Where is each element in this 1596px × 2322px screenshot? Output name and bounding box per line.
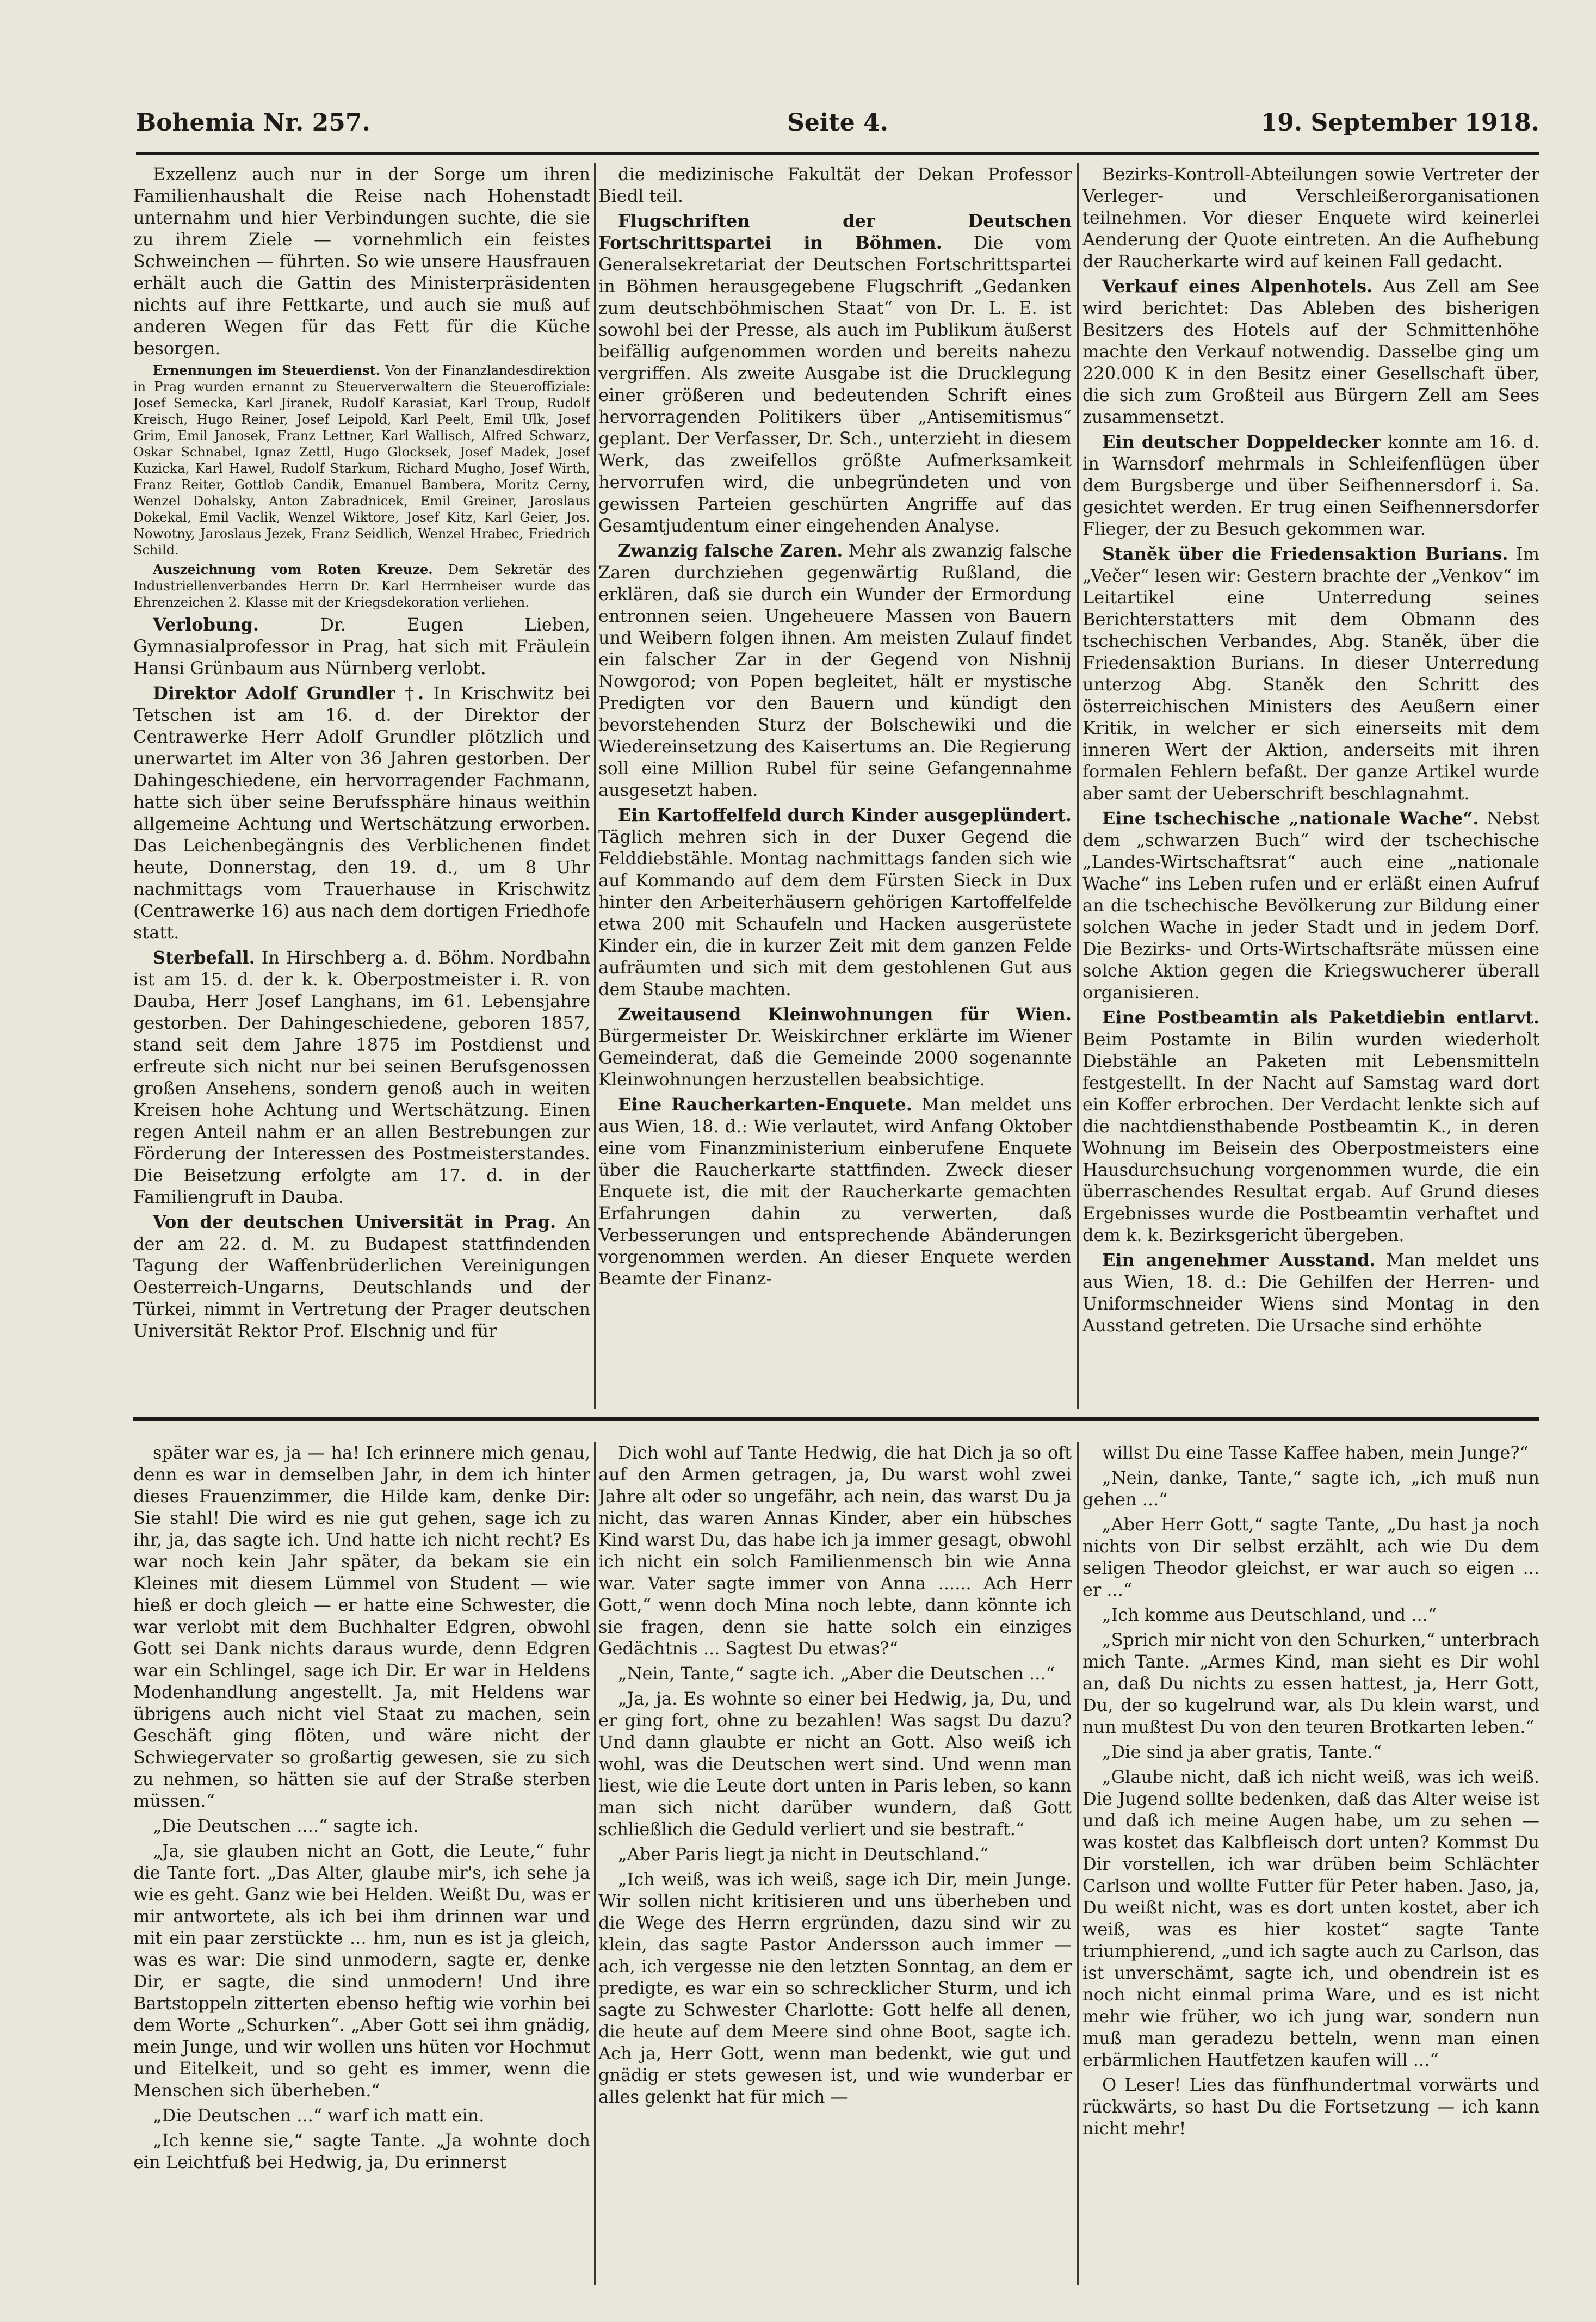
article-paragraph	[598, 540, 1072, 801]
article-headline: Zwanzig falsche Zaren.	[618, 540, 843, 561]
article-text: Exzellenz auch nur in der Sorge um ihren Familienhaushalt die Reise nach Hohenstadt unternahm und hier Verbindungen suchte, die sie zu ihrem Ziele — vornehmlich ein feistes Schweinchen — führten. So wie unsere Hausfrauen erhält auch die Gattin des Ministerpräsidenten nichts auf ihre Fettkarte, und auch sie muß auf anderen Wegen für das Fett für die Küche besorgen.	[133, 164, 590, 359]
column-divider	[1077, 163, 1079, 1409]
feuilleton-column-2	[598, 1442, 1072, 2285]
news-column-2	[598, 163, 1072, 1409]
page-number: Seite 4.	[787, 109, 889, 137]
article-text: Dem Sekretär des Industriellenverbandes Herrn Dr. Karl Herrnheiser wurde das Ehrenzeichen 2. Klasse mit der Kriegsdekoration verliehen.	[133, 562, 590, 610]
article-text: „Ja, sie glauben nicht an Gott, die Leute,“ fuhr die Tante fort. „Das Alter, glaube mir's, ich sehe ja wie es geht. Ganz wie bei Helden. Weißt Du, was er mir antwortete, als ich bei ihm drinnen war und mit ein paar zerstückte ... hm, nun es ist ja gleich, was es war: Die sind unmodern, sagte er, denke Dir, er sagte, die sind unmodern! Und ihre Bartstoppeln zitterten ebenso heftig wie vorhin bei dem Worte „Schurken“. „Aber Gott sei ihm gnädig, mein Junge, und wir wollen uns hüten vor Hochmut und Eitelkeit, und so geht es immer, wenn die Menschen sich überheben.“	[133, 1841, 590, 2101]
article-headline: Ein deutscher Doppeldecker	[1102, 431, 1381, 452]
article-text: später war es, ja — ha! Ich erinnere mich genau, denn es war in demselben Jahr, in dem ich hinter dieses Frauenzimmer, die Hilde kam, denke Dir: Sie stahl! Die wird es nie gut gehen, sage ich zu ihr, ja, das sagte ich. Und hatte ich nicht recht? Es war noch kein Jahr später, da bekam sie ein Kleines mit diesem Lümmel von Student — wie hieß er doch gleich — er hatte eine Schwester, die war verlobt mit dem Buchhalter Edgren, obwohl Gott sei Dank nichts daraus wurde, denn Edgren war ein Schlingel, sage ich Dir. Er war in Heldens Modenhandlung angestellt. Ja, mit Heldens war übrigens auch nicht viel Staat zu machen, sein Geschäft ging flöten, und wäre nicht der Schwiegervater so großartig gewesen, sie zu sich zu nehmen, so hätten sie auf der Straße sterben müssen.“	[133, 1442, 590, 1811]
article-text: Man meldet uns aus Wien, 18. d.: Wie verlautet, wird Anfang Oktober eine vom Finanzministerium einberufene Enquete über die Raucherkarte stattfinden. Zweck dieser Enquete ist, die mit der Raucherkarte gemachten Erfahrungen dahin zu verwerten, daß Verbesserungen und entsprechende Abänderungen vorgenommen werden. An dieser Enquete werden Beamte der Finanz-	[598, 1094, 1072, 1289]
article-text: Dr. Eugen Lieben, Gymnasialprofessor in Prag, hat sich mit Fräulein Hansi Grünbaum aus Nürnberg verlobt.	[133, 614, 590, 678]
article-paragraph	[1082, 2074, 1539, 2139]
article-headline: Auszeichnung vom Roten Kreuze.	[153, 561, 433, 577]
article-paragraph	[1082, 1629, 1539, 1738]
article-paragraph	[1082, 1006, 1539, 1246]
article-paragraph	[1082, 1442, 1539, 1463]
article-text: In Krischwitz bei Tetschen ist am 16. d. der Direktor der Centrawerke Herr Adolf Grundler plötzlich und unerwartet im Alter von 36 Jahren gestorben. Der Dahingeschiedene, ein hervorragender Fachmann, hatte sich über seine Berufssphäre hinaus weithin allgemeine Achtung und Wertschätzung erworben. Das Leichenbegängnis des Verblichenen findet heute, Donnerstag, den 19. d., um 8 Uhr nachmittags vom Trauerhause in Krischwitz (Centrawerke 16) aus nach dem dortigen Friedhofe statt.	[133, 683, 590, 943]
column-divider	[1077, 1442, 1079, 2285]
article-paragraph	[133, 1840, 590, 2101]
feuilleton-column-1	[133, 1442, 590, 2285]
article-paragraph	[598, 1688, 1072, 1840]
article-paragraph	[598, 1663, 1072, 1684]
article-headline: Eine tschechische „nationale Wache“.	[1102, 808, 1479, 829]
article-text: „Ich komme aus Deutschland, und ...“	[1102, 1604, 1437, 1625]
article-paragraph	[133, 682, 590, 943]
article-paragraph	[598, 1003, 1072, 1090]
article-text: „Aber Herr Gott,“ sagte Tante, „Du hast ja noch nichts von Dir selbst erzählt, ach wie Du dem seligen Theodor gleichst, er war auch so eigen ... er ...“	[1082, 1514, 1539, 1600]
article-paragraph	[1082, 1604, 1539, 1626]
article-text: die medizinische Fakultät der Dekan Professor Biedl teil.	[598, 164, 1072, 206]
article-paragraph	[133, 1211, 590, 1342]
article-text: „Ja, ja. Es wohnte so einer bei Hedwig, ja, Du, und er ging fort, ohne zu bezahlen! Was sagst Du dazu? Und dann glaubte er nicht an Gott. Also weiß ich wohl, was die Deutschen wert sind. Und wenn man liest, wie die Leute dort unten in Paris leben, so kann man sich nicht darüber wundern, daß Gott schließlich die Geduld verliert und sie bestraft.“	[598, 1688, 1072, 1839]
article-text: Aus Zell am See wird berichtet: Das Ableben des bisherigen Besitzers des Hotels auf der Schmittenhöhe machte den Verkauf notwendig. Dasselbe ging um 220.000 K in den Besitz einer Gesellschaft über, die sich zum Großteil aus Bürgern Zell am Sees zusammensetzt.	[1082, 276, 1539, 427]
article-headline: Flugschriften der Deutschen Fortschrittspartei in Böhmen.	[598, 211, 1072, 253]
article-paragraph	[598, 210, 1072, 536]
article-paragraph	[133, 1442, 590, 1812]
article-text: „Die sind ja aber gratis, Tante.“	[1102, 1742, 1382, 1762]
article-text: Bezirks-Kontroll-Abteilungen sowie Vertreter der Verleger- und Verschleißerorganisationen teilnehmen. Vor dieser Enquete wird keinerlei Aenderung der Quote eintreten. An die Aufhebung der Raucherkarte wird auf keinen Fall gedacht.	[1082, 164, 1539, 271]
article-headline: Eine Raucherkarten-Enquete.	[618, 1094, 912, 1115]
article-text: An der am 22. d. M. zu Budapest stattfindenden Tagung der Waffenbrüderlichen Vereinigungen Oesterreich-Ungarns, Deutschlands und der Türkei, nimmt in Vertretung der Prager deutschen Universität Rektor Prof. Elschnig und für	[133, 1212, 590, 1341]
article-paragraph	[598, 804, 1072, 1000]
article-text: Im „Večer“ lesen wir: Gestern brachte der „Venkov“ im Leitartikel eine Unterredung seines Berichterstatters mit dem Obmann des tschechischen Verbandes, Abg. Staněk, über die Friedensaktion Burians. In dieser Unterredung unterzog Abg. Staněk den Schritt des österreichischen Ministers des Aeußern einer Kritik, in welcher er sich einerseits mit dem inneren Wert der Aktion, anderseits mit ihren formalen Fehlern befaßt. Der ganze Artikel wurde aber samt der Ueberschrift beschlagnahmt.	[1082, 544, 1539, 804]
article-text: „Die Deutschen ....“ sagte ich.	[153, 1815, 419, 1836]
article-paragraph	[1082, 1766, 1539, 2071]
article-paragraph	[133, 614, 590, 679]
article-paragraph	[133, 561, 590, 610]
article-headline: Ein angenehmer Ausstand.	[1102, 1250, 1376, 1270]
article-text: Man meldet uns aus Wien, 18. d.: Die Gehilfen der Herren- und Uniformschneider Wiens sind Montag in den Ausstand getreten. Die Ursache sind erhöhte	[1082, 1250, 1539, 1336]
article-text: „Ich kenne sie,“ sagte Tante. „Ja wohnte doch ein Leichtfuß bei Hedwig, ja, Du erinnerst	[133, 2130, 590, 2172]
article-paragraph	[133, 2104, 590, 2126]
news-column-1	[133, 163, 590, 1409]
article-headline: Verkauf eines Alpenhotels.	[1102, 276, 1373, 297]
article-text: Dich wohl auf Tante Hedwig, die hat Dich ja so oft auf den Armen getragen, ja, Du warst wohl zwei Jahre alt oder so ungefähr, ach nein, das warst Du ja nicht, das waren Annas Kinder, aber ein hübsches Kind warst Du, das habe ich ja immer gesagt, obwohl ich nicht ein solch Familienmensch bin wie Anna war. Vater sagte immer von Anna ...... Ach Herr Gott,“ wenn doch Mina noch lebte, dann könnte ich sie fragen, denn sie hatte solch ein einziges Gedächtnis ... Sagtest Du etwas?“	[598, 1442, 1072, 1659]
article-headline: Verlobung.	[153, 614, 259, 635]
publication-name: Bohemia Nr. 257.	[136, 109, 370, 137]
news-column-3	[1082, 163, 1539, 1409]
article-headline: Sterbefall.	[153, 947, 255, 968]
article-paragraph	[133, 1815, 590, 1837]
article-text: Nebst dem „schwarzen Buch“ wird der tschechische „Landes-Wirtschaftsrat“ auch eine „nationale Wache“ ins Leben rufen und er erläßt einen Aufruf an die tschechische Bevölkerung zur Bildung einer solchen Wache in jeder Stadt und in jedem Dorf. Die Bezirks- und Orts-Wirtschaftsräte müssen eine solche Aktion gegen die Kriegswucherer überall organisieren.	[1082, 808, 1539, 1003]
article-text: willst Du eine Tasse Kaffee haben, mein Junge?“	[1102, 1442, 1529, 1463]
article-headline: Staněk über die Friedensaktion Burians.	[1102, 544, 1508, 564]
article-paragraph	[133, 2129, 590, 2173]
article-text: Täglich mehren sich in der Duxer Gegend die Felddiebstähle. Montag nachmittags fanden sich wie auf Kommando auf dem dem Fürsten Sieck in Dux hinter den Arbeiterhäusern gehörigen Kartoffelfelde etwa 200 mit Schaufeln und Hacken ausgerüstete Kinder ein, die in kurzer Zeit mit dem ganzen Felde aufräumten und sich mit dem gestohlenen Gut aus dem Staube machten.	[598, 826, 1072, 999]
article-headline: Zweitausend Kleinwohnungen für Wien.	[618, 1004, 1072, 1024]
column-divider	[594, 1442, 596, 2285]
feuilleton-column-3	[1082, 1442, 1539, 2285]
article-paragraph	[1082, 1249, 1539, 1336]
article-headline: Ein Kartoffelfeld durch Kinder ausgeplündert.	[618, 805, 1072, 825]
article-text: In Hirschberg a. d. Böhm. Nordbahn ist am 15. d. der k. k. Oberpostmeister i. R. von Dauba, Herr Josef Langhans, im 61. Lebensjahre gestorben. Der Dahingeschiedene, geboren 1857, stand seit dem Jahre 1875 im Postdienst und erfreute sich nicht nur bei seinen Berufsgenossen großen Ansehens, sondern genoß auch in weiten Kreisen hohe Achtung und Wertschätzung. Einen regen Anteil nahm er an allen Bestrebungen zur Förderung der Interessen des Postmeisterstandes. Die Beisetzung erfolgte am 17. d. in der Familiengruft in Dauba.	[133, 947, 590, 1207]
article-text: Mehr als zwanzig falsche Zaren durchziehen gegenwärtig Rußland, die erklären, daß sie durch ein Wunder der Ermordung entronnen seien. Ungeheuere Massen von Bauern und Weibern folgen ihnen. Am meisten Zulauf findet ein falscher Zar in der Gegend von Nishnij Nowgorod; von Popen begleitet, hält er mystische Predigten vor den Bauern und kündigt den bevorstehenden Sturz der Bolschewiki und die Wiedereinsetzung des Kaisertums an. Die Regierung soll eine Million Rubel für seine Gefangennahme ausgesetzt haben.	[598, 540, 1072, 800]
article-paragraph	[133, 362, 590, 558]
article-paragraph	[1082, 1741, 1539, 1763]
article-text: „Nein, danke, Tante,“ sagte ich, „ich muß nun gehen ...“	[1082, 1467, 1539, 1510]
article-paragraph	[133, 947, 590, 1208]
article-text: Die vom Generalsekretariat der Deutschen Fortschrittspartei in Böhmen herausgegebene Flugschrift „Gedanken zum deutschböhmischen Staat“ von Dr. L. E. ist sowohl bei der Presse, als auch im Publikum äußerst beifällig aufgenommen worden und bereits nahezu vergriffen. Als zweite Ausgabe ist die Drucklegung einer größeren und bedeutenden Schrift eines hervorragenden Politikers über „Antisemitismus“ geplant. Der Verfasser, Dr. Sch., unterzieht in diesem Werk, das zweifellos größte Aufmerksamkeit hervorrufen wird, die unbegründeten und von gewissen Parteien geschürten Angriffe auf das Gesamtjudentum einer eingehenden Analyse.	[598, 232, 1072, 536]
article-text: „Die Deutschen ...“ warf ich matt ein.	[153, 2105, 485, 2126]
article-paragraph	[598, 163, 1072, 207]
article-paragraph	[1082, 431, 1539, 540]
article-paragraph	[1082, 1514, 1539, 1601]
article-paragraph	[1082, 1467, 1539, 1510]
article-headline: Ernennungen im Steuerdienst.	[153, 362, 381, 378]
article-text: Beim Postamte in Bilin wurden wiederholt Diebstähle an Paketen mit Lebensmitteln festgestellt. In der Nacht auf Samstag ward dort ein Koffer erbrochen. Der Verdacht lenkte sich auf die nachtdiensthabende Postbeamtin K., in deren Wohnung im Beisein des Oberpostmeisters eine Hausdurchsuchung vorgenommen wurde, die ein überraschendes Resultat ergab. Auf Grund dieses Ergebnisses wurde die Postbeamtin verhaftet und dem k. k. Bezirksgericht übergeben.	[1082, 1029, 1539, 1245]
article-text: „Ich weiß, was ich weiß, sage ich Dir, mein Junge. Wir sollen nicht kritisieren und uns überheben und die Wege des Herrn ergründen, dazu sind wir zu klein, das sagte Pastor Andersson auch immer — ach, ich vergesse nie den letzten Sonntag, an dem er predigte, es war ein so schrecklicher Sturm, und ich sagte zu Schwester Charlotte: Gott helfe all denen, die heute auf dem Meere sind ohne Boot, sagte ich. Ach ja, Herr Gott, wenn man bedenkt, wie gut und gnädig er stets gewesen ist, und wie wunderbar er alles gelenkt hat für mich —	[598, 1869, 1072, 2107]
article-text: O Leser! Lies das fünfhundertmal vorwärts und rückwärts, so hast Du die Fortsetzung — ich kann nicht mehr!	[1082, 2074, 1539, 2139]
article-headline: Direktor Adolf Grundler †.	[153, 683, 424, 703]
article-text: Von der Finanzlandesdirektion in Prag wurden ernannt zu Steuerverwaltern die Steueroffiziale: Josef Semecka, Karl Jiranek, Rudolf Karasiat, Karl Troup, Rudolf Kreisch, Hugo Reiner, Josef Leipold, Karl Peelt, Emil Ulk, Josef Grim, Emil Janosek, Franz Lettner, Karl Wallisch, Alfred Schwarz, Oskar Schnabel, Ignaz Zettl, Hugo Glocksek, Josef Madek, Josef Kuzicka, Karl Hawel, Rudolf Starkum, Richard Mugho, Josef Wirth, Franz Reiter, Gottlob Candik, Emanuel Bambera, Moritz Cerny, Wenzel Dohalsky, Anton Zabradnicek, Emil Greiner, Jaroslaus Dokekal, Emil Vaclik, Wenzel Wiktore, Josef Kitz, Karl Geier, Jos. Nowotny, Jaroslaus Jezek, Franz Seidlich, Wenzel Hrabec, Friedrich Schild.	[133, 363, 590, 558]
article-text: Bürgermeister Dr. Weiskirchner erklärte im Wiener Gemeinderat, daß die Gemeinde 2000 sogenannte Kleinwohnungen herzustellen beabsichtige.	[598, 1026, 1072, 1090]
article-headline: Von der deutschen Universität in Prag.	[153, 1212, 556, 1232]
article-text: „Sprich mir nicht von den Schurken,“ unterbrach mich Tante. „Armes Kind, man sieht es Dir wohl an, daß Du nichts zu essen hattest, ja, Herr Gott, Du, der so kugelrund war, als Du klein warst, und nun mußtest Du von den teuren Brotkarten leben.“	[1082, 1629, 1539, 1737]
article-paragraph	[598, 1843, 1072, 1865]
issue-date: 19. September 1918.	[1260, 109, 1539, 137]
column-divider	[594, 163, 596, 1409]
article-paragraph	[598, 1442, 1072, 1659]
article-paragraph	[1082, 163, 1539, 272]
article-paragraph	[1082, 807, 1539, 1003]
page-header	[136, 109, 1539, 155]
article-text: konnte am 16. d. in Warnsdorf mehrmals in Schleifenflügen über dem Burgsberge und über Seifhennersdorf i. Sa. gesichtet werden. Er trug einen Seifhennersdorfer Flieger, der zu Besuch gekommen war.	[1082, 431, 1539, 539]
article-paragraph	[598, 1094, 1072, 1289]
article-paragraph	[1082, 275, 1539, 428]
article-text: „Aber Paris liegt ja nicht in Deutschland.“	[618, 1844, 989, 1864]
article-headline: Eine Postbeamtin als Paketdiebin entlarvt.	[1102, 1007, 1539, 1028]
article-paragraph	[133, 163, 590, 359]
article-text: „Glaube nicht, daß ich nicht weiß, was ich weiß. Die Jugend sollte bedenken, daß das Alter weise ist und daß ich meine Augen habe, um zu sehen — was kostet das Kalbfleisch dort unten? Kommst Du Dir vorstellen, ich war drüben beim Schlächter Carlson und wollte Futter für Peter haben. Jaso, ja, Du weißt nicht, was es dort unten kostet, aber ich weiß, was es hier kostet“ sagte Tante triumphierend, „und ich sagte auch zu Carlson, das ist unverschämt, sagte ich, und obendrein ist es noch nicht einmal prima Ware, und es ist nicht mehr wie früher, wo ich jung war, sondern nun muß man geradezu betteln, wenn man einen erbärmlichen Hautfetzen kaufen will ...“	[1082, 1767, 1539, 2070]
article-paragraph	[1082, 543, 1539, 804]
feuilleton-rule	[133, 1417, 1539, 1421]
article-text: „Nein, Tante,“ sagte ich. „Aber die Deutschen ...“	[618, 1663, 1055, 1684]
article-paragraph	[598, 1868, 1072, 2108]
